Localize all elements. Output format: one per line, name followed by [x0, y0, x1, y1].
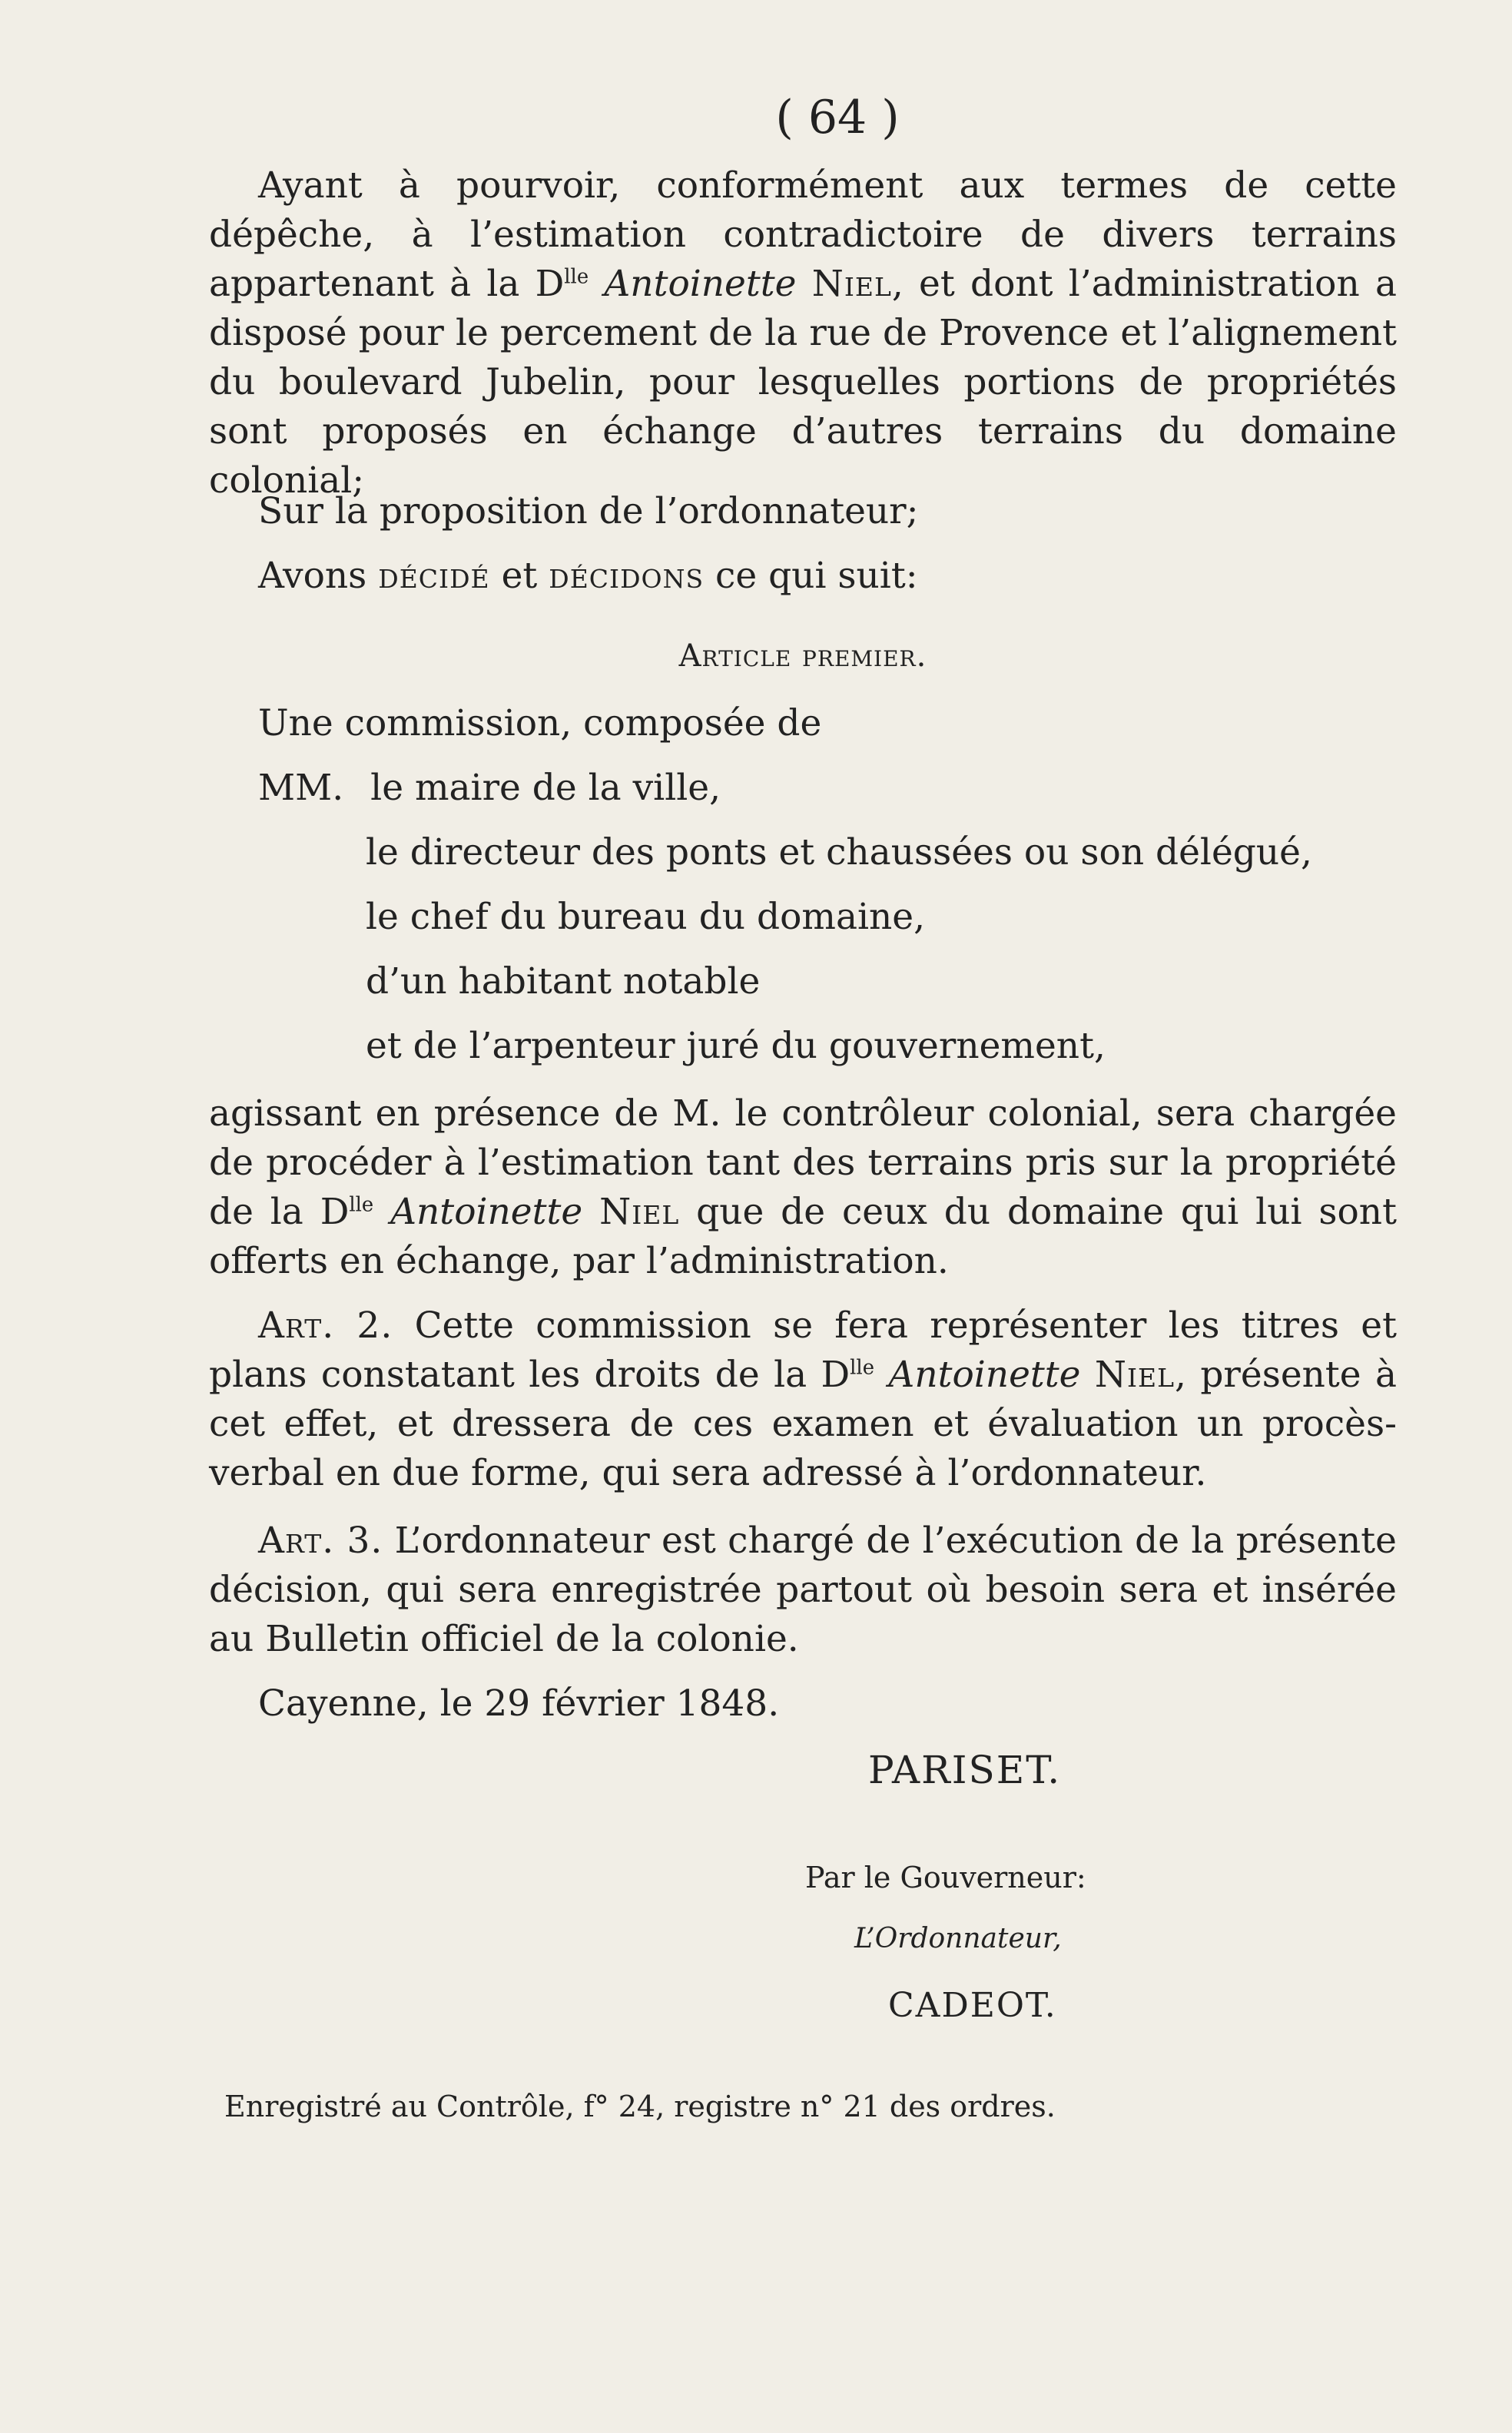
- paragraph-avons: Avons décidé et décidons ce qui suit:: [258, 555, 918, 597]
- ordonnateur-title: L’Ordonnateur,: [854, 1923, 1062, 1954]
- article-2: Art. 2. Cette commission se fera représenter les titres et plans constatant les droits de la $D^{lle}$ Antoinette Niel, présente à cet effet, et dressera de ces examen et évaluation un procès-verbal en due forme, qui sera adressé à l’ordonnateur.: [209, 1304, 1397, 1494]
- commission-member-3: le chef du bureau du domaine,: [366, 896, 926, 938]
- par-le-gouverneur: Par le Gouverneur:: [805, 1861, 1086, 1894]
- commission-member-5: et de l’arpenteur juré du gouvernement,: [366, 1025, 1106, 1067]
- page-number: ( 64 ): [775, 91, 900, 144]
- article-3: Art. 3. L’ordonnateur est chargé de l’exécution de la présente décision, qui sera enregistrée partout où besoin sera et insérée au Bulletin officiel de la colonie.: [209, 1520, 1397, 1660]
- paragraph-ayant: Ayant à pourvoir, conformément aux termes de cette dépêche, à l’estimation contradictoire de divers terrains appartenant à la $D^{lle}$ Antoinette Niel, et dont l’administration a disposé pour le percement de la rue de Provence et l’alignement du boulevard Jubelin, pour lesquelles portions de propriétés sont proposés en échange d’autres terrains du domaine colonial;: [209, 164, 1397, 502]
- ordonnateur-name: CADEOT.: [888, 1986, 1057, 2025]
- commission-member-1: MM. le maire de la ville,: [258, 767, 721, 809]
- paragraph-agissant: agissant en présence de M. le contrôleur colonial, sera chargée de procéder à l’estimation tant des terrains pris sur la propriété de la $D^{lle}$ Antoinette Niel que de ceux du domaine qui lui sont offerts en échange, par l’administration.: [209, 1092, 1397, 1282]
- signature-pariset: PARISET.: [868, 1748, 1062, 1792]
- commission-intro: Une commission, composée de: [258, 702, 822, 744]
- article-premier-heading: Article premier.: [678, 638, 927, 674]
- commission-member-2: le directeur des ponts et chaussées ou son délégué,: [366, 831, 1312, 873]
- commission-member-4: d’un habitant notable: [366, 960, 761, 1003]
- date-line: Cayenne, le 29 février 1848.: [258, 1682, 780, 1725]
- paragraph-proposition: Sur la proposition de l’ordonnateur;: [258, 490, 919, 532]
- registration-note: Enregistré au Contrôle, f° 24, registre n° 21 des ordres.: [224, 2090, 1056, 2123]
